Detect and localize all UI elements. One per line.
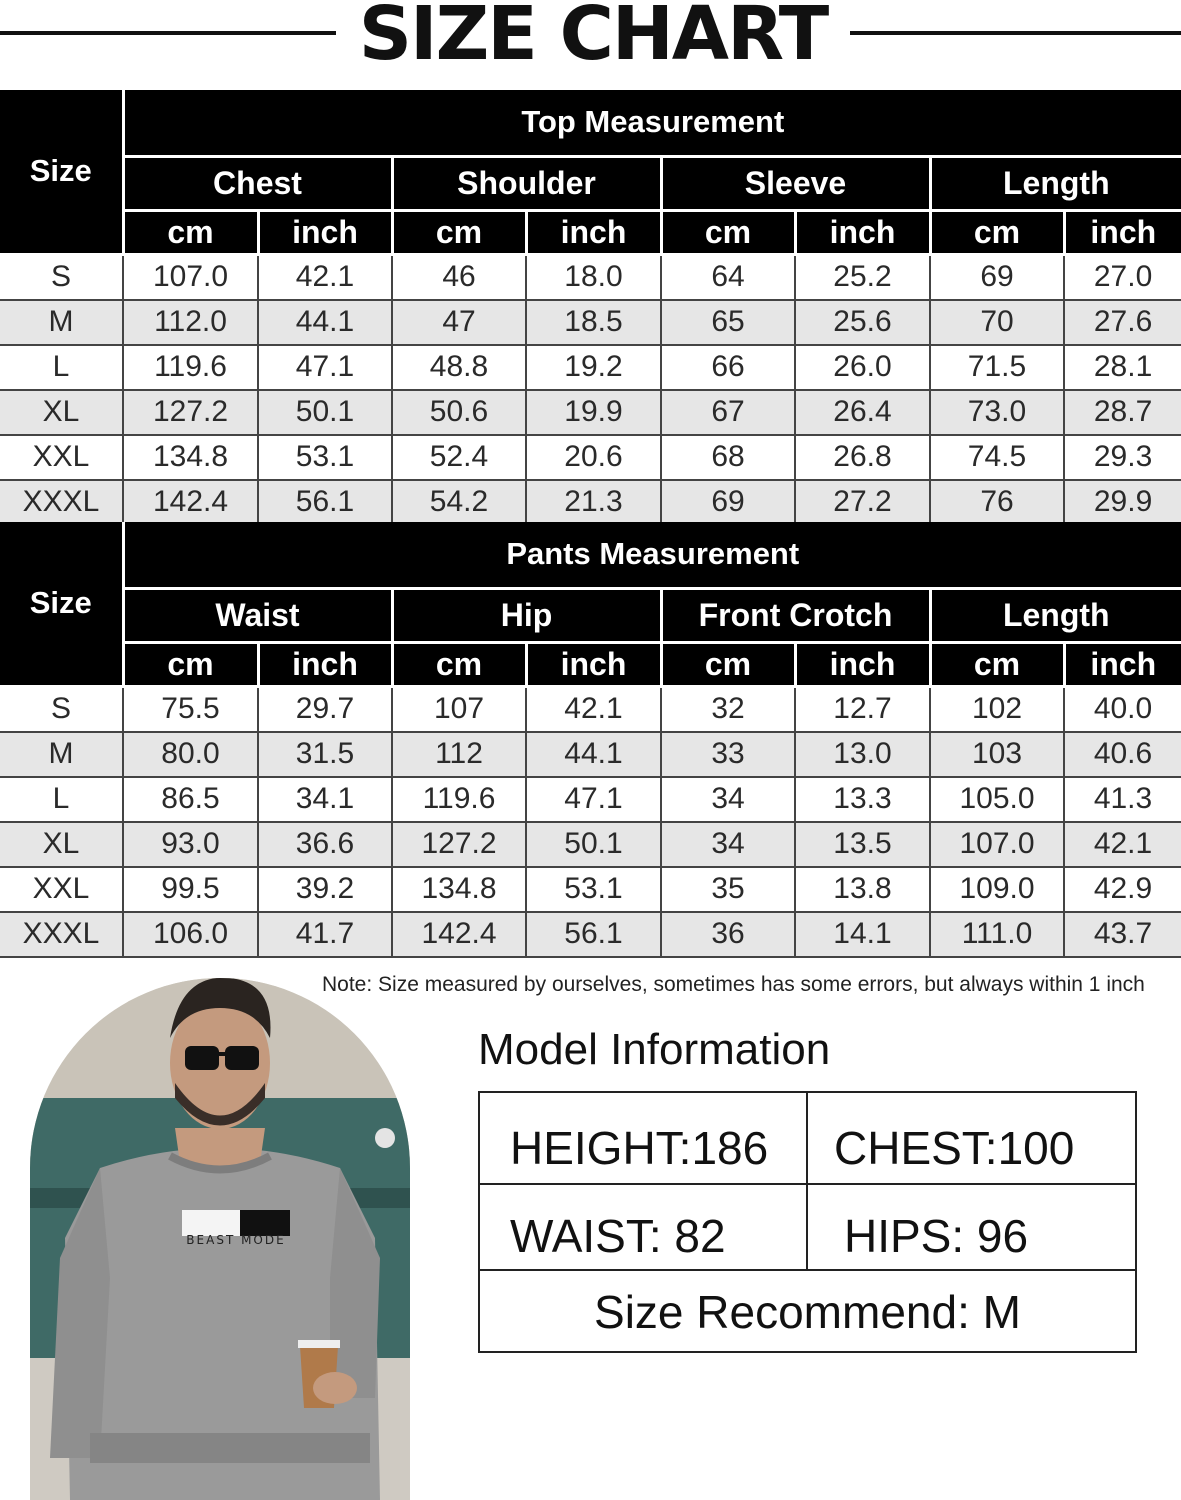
measurement-cell: 41.7	[258, 912, 392, 957]
measurement-cell: 48.8	[392, 345, 526, 390]
unit-header: inch	[795, 642, 930, 686]
measurement-cell: 40.6	[1064, 732, 1181, 777]
measurement-cell: 28.1	[1064, 345, 1181, 390]
measurement-cell: 107.0	[930, 822, 1064, 867]
group-header-length: Length	[930, 156, 1181, 210]
model-height: HEIGHT:186	[510, 1122, 769, 1174]
measurement-cell: 42.1	[258, 254, 392, 300]
table-row	[0, 822, 1181, 867]
measurement-cell: 26.4	[795, 390, 930, 435]
measurement-cell: 47.1	[526, 777, 661, 822]
measurement-cell: 106.0	[123, 912, 258, 957]
unit-header: inch	[258, 642, 392, 686]
unit-header: cm	[661, 642, 795, 686]
unit-header: inch	[526, 210, 661, 254]
table-heading: Top Measurement	[123, 90, 1181, 156]
unit-header: inch	[1064, 642, 1181, 686]
measurement-cell: 25.2	[795, 254, 930, 300]
measurement-cell: 71.5	[930, 345, 1064, 390]
size-cell: XL	[0, 390, 123, 435]
measurement-cell: 33	[661, 732, 795, 777]
measurement-cell: 105.0	[930, 777, 1064, 822]
table-heading: Pants Measurement	[123, 522, 1181, 588]
measurement-cell: 26.0	[795, 345, 930, 390]
unit-header: cm	[930, 642, 1064, 686]
measurement-cell: 44.1	[258, 300, 392, 345]
model-info-box	[478, 1091, 1137, 1353]
measurement-cell: 12.7	[795, 686, 930, 732]
measurement-cell: 119.6	[392, 777, 526, 822]
measurement-cell: 112.0	[123, 300, 258, 345]
measurement-cell: 13.0	[795, 732, 930, 777]
model-illustration	[30, 978, 410, 1500]
model-info-divider	[806, 1093, 808, 1271]
table-row	[0, 480, 1181, 525]
measurement-cell: 80.0	[123, 732, 258, 777]
measurement-cell: 13.3	[795, 777, 930, 822]
unit-header: cm	[123, 642, 258, 686]
measurement-cell: 127.2	[123, 390, 258, 435]
measurement-cell: 20.6	[526, 435, 661, 480]
measurement-cell: 103	[930, 732, 1064, 777]
measurement-cell: 19.2	[526, 345, 661, 390]
measurement-cell: 134.8	[123, 435, 258, 480]
measurement-cell: 21.3	[526, 480, 661, 525]
measurement-cell: 19.9	[526, 390, 661, 435]
measurement-cell: 34.1	[258, 777, 392, 822]
measurement-cell: 46	[392, 254, 526, 300]
measurement-cell: 34	[661, 777, 795, 822]
measurement-cell: 13.5	[795, 822, 930, 867]
group-header-sleeve: Sleeve	[661, 156, 930, 210]
size-cell: M	[0, 300, 123, 345]
measurement-cell: 43.7	[1064, 912, 1181, 957]
measurement-cell: 53.1	[526, 867, 661, 912]
table-row	[0, 686, 1181, 732]
model-info-divider	[480, 1269, 1135, 1271]
size-cell: S	[0, 254, 123, 300]
size-cell: L	[0, 777, 123, 822]
measurement-cell: 73.0	[930, 390, 1064, 435]
measurement-cell: 107.0	[123, 254, 258, 300]
unit-header: inch	[526, 642, 661, 686]
measurement-cell: 29.9	[1064, 480, 1181, 525]
unit-header: cm	[123, 210, 258, 254]
shirt-print-text: BEAST MODE	[186, 1233, 286, 1247]
measurement-cell: 69	[661, 480, 795, 525]
measurement-cell: 31.5	[258, 732, 392, 777]
table-row	[0, 300, 1181, 345]
unit-header: cm	[661, 210, 795, 254]
model-waist: WAIST: 82	[510, 1210, 726, 1262]
size-chart-header	[0, 0, 1181, 77]
size-column-header: Size	[0, 522, 123, 686]
table-row	[0, 390, 1181, 435]
table-row	[0, 912, 1181, 957]
measurement-cell: 119.6	[123, 345, 258, 390]
measurement-cell: 93.0	[123, 822, 258, 867]
measurement-cell: 64	[661, 254, 795, 300]
measurement-cell: 54.2	[392, 480, 526, 525]
measurement-cell: 56.1	[526, 912, 661, 957]
measurement-cell: 42.1	[526, 686, 661, 732]
measurement-cell: 28.7	[1064, 390, 1181, 435]
measurement-cell: 47.1	[258, 345, 392, 390]
measurement-cell: 66	[661, 345, 795, 390]
group-header-length: Length	[930, 588, 1181, 642]
measurement-cell: 134.8	[392, 867, 526, 912]
pants-measurement-table	[0, 522, 1181, 958]
measurement-cell: 75.5	[123, 686, 258, 732]
unit-header: cm	[392, 642, 526, 686]
size-recommendation: Size Recommend: M	[594, 1286, 1021, 1338]
measurement-cell: 14.1	[795, 912, 930, 957]
measurement-cell: 29.3	[1064, 435, 1181, 480]
model-info-divider	[480, 1183, 1135, 1185]
measurement-cell: 26.8	[795, 435, 930, 480]
group-header-hip: Hip	[392, 588, 661, 642]
table-row	[0, 777, 1181, 822]
header-rule-right	[850, 31, 1181, 35]
measurement-cell: 74.5	[930, 435, 1064, 480]
unit-header: inch	[795, 210, 930, 254]
top-measurement-table	[0, 90, 1181, 526]
group-header-front-crotch: Front Crotch	[661, 588, 930, 642]
size-cell: S	[0, 686, 123, 732]
size-cell: XXL	[0, 867, 123, 912]
measurement-cell: 86.5	[123, 777, 258, 822]
measurement-cell: 109.0	[930, 867, 1064, 912]
measurement-cell: 13.8	[795, 867, 930, 912]
measurement-cell: 25.6	[795, 300, 930, 345]
measurement-cell: 76	[930, 480, 1064, 525]
size-cell: L	[0, 345, 123, 390]
unit-header: inch	[258, 210, 392, 254]
group-header-waist: Waist	[123, 588, 392, 642]
measurement-cell: 52.4	[392, 435, 526, 480]
measurement-cell: 53.1	[258, 435, 392, 480]
measurement-cell: 40.0	[1064, 686, 1181, 732]
measurement-cell: 39.2	[258, 867, 392, 912]
measurement-cell: 35	[661, 867, 795, 912]
measurement-cell: 29.7	[258, 686, 392, 732]
group-header-shoulder: Shoulder	[392, 156, 661, 210]
measurement-cell: 41.3	[1064, 777, 1181, 822]
table-row	[0, 435, 1181, 480]
measurement-cell: 50.1	[526, 822, 661, 867]
measurement-cell: 27.2	[795, 480, 930, 525]
measurement-cell: 18.0	[526, 254, 661, 300]
size-cell: XL	[0, 822, 123, 867]
measurement-cell: 65	[661, 300, 795, 345]
measurement-cell: 56.1	[258, 480, 392, 525]
measurement-cell: 36	[661, 912, 795, 957]
measurement-cell: 102	[930, 686, 1064, 732]
measurement-cell: 44.1	[526, 732, 661, 777]
measurement-cell: 111.0	[930, 912, 1064, 957]
measurement-cell: 69	[930, 254, 1064, 300]
group-header-chest: Chest	[123, 156, 392, 210]
size-cell: XXXL	[0, 912, 123, 957]
measurement-cell: 50.1	[258, 390, 392, 435]
measurement-cell: 18.5	[526, 300, 661, 345]
page-title: SIZE CHART	[358, 0, 828, 77]
measurement-cell: 34	[661, 822, 795, 867]
measurement-note: Note: Size measured by ourselves, sometimes has some errors, but always within 1 inch	[322, 973, 1145, 996]
unit-header: cm	[392, 210, 526, 254]
model-info-title: Model Information	[478, 1025, 831, 1074]
table-row	[0, 254, 1181, 300]
measurement-cell: 70	[930, 300, 1064, 345]
model-hips: HIPS: 96	[844, 1210, 1029, 1262]
size-column-header: Size	[0, 90, 123, 254]
table-row	[0, 867, 1181, 912]
size-cell: XXXL	[0, 480, 123, 525]
measurement-cell: 112	[392, 732, 526, 777]
measurement-cell: 36.6	[258, 822, 392, 867]
measurement-cell: 107	[392, 686, 526, 732]
table-row	[0, 345, 1181, 390]
unit-header: inch	[1064, 210, 1181, 254]
table-row	[0, 732, 1181, 777]
size-cell: M	[0, 732, 123, 777]
measurement-cell: 47	[392, 300, 526, 345]
measurement-cell: 142.4	[123, 480, 258, 525]
measurement-cell: 127.2	[392, 822, 526, 867]
measurement-cell: 142.4	[392, 912, 526, 957]
size-cell: XXL	[0, 435, 123, 480]
measurement-cell: 27.0	[1064, 254, 1181, 300]
measurement-cell: 50.6	[392, 390, 526, 435]
measurement-cell: 67	[661, 390, 795, 435]
measurement-cell: 27.6	[1064, 300, 1181, 345]
measurement-cell: 99.5	[123, 867, 258, 912]
header-rule-left	[0, 31, 336, 35]
measurement-cell: 42.1	[1064, 822, 1181, 867]
model-photo	[30, 978, 410, 1500]
model-chest: CHEST:100	[834, 1122, 1075, 1174]
measurement-cell: 32	[661, 686, 795, 732]
measurement-cell: 42.9	[1064, 867, 1181, 912]
unit-header: cm	[930, 210, 1064, 254]
measurement-cell: 68	[661, 435, 795, 480]
